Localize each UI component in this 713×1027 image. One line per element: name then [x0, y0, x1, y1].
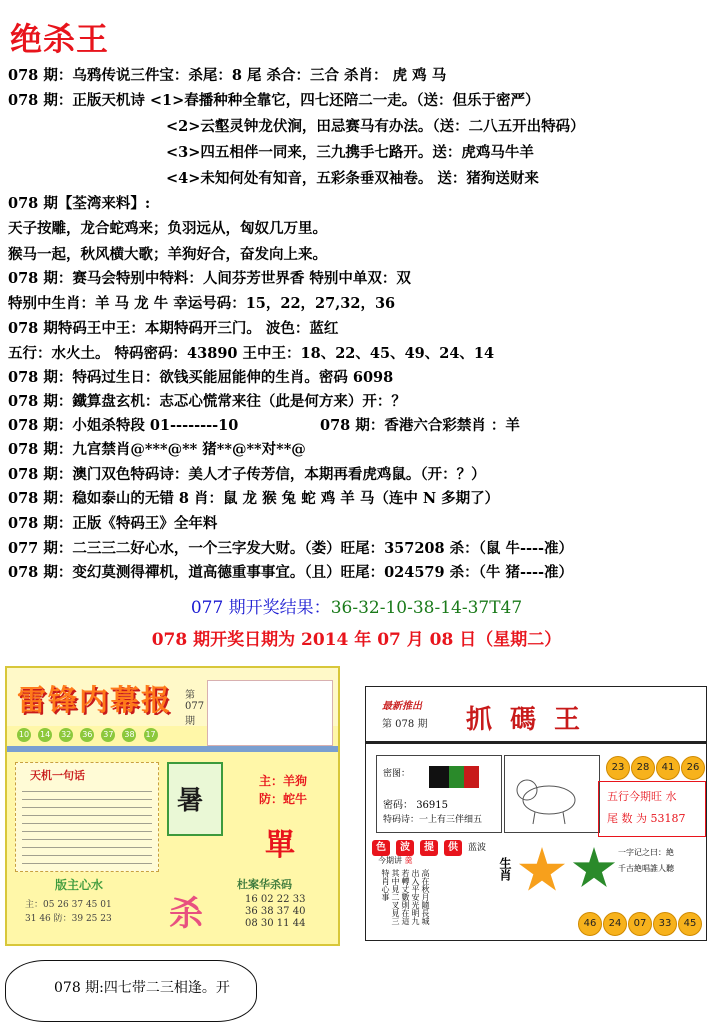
ball: 32 [59, 728, 73, 742]
ball: 14 [38, 728, 52, 742]
number-grid [245, 894, 305, 930]
poem-col: 高在秋月隨長城 [421, 869, 430, 925]
left-newspaper-panel [5, 666, 340, 946]
text-line: 077 期：二三三二好心水，一个三字发大财。（娄）旺尾：357208 杀：（鼠 牛----准） [8, 540, 574, 557]
banzhu-box [15, 874, 157, 940]
bubble-text: 078 期:四七带二三相逢。开 [54, 980, 230, 996]
password-label: 密码： [383, 800, 413, 811]
zhu-fang [259, 772, 307, 808]
panel-header [366, 687, 706, 744]
number-row: 36 38 37 40 [245, 906, 306, 917]
number-row: 主：05 26 37 45 01 [25, 900, 112, 910]
ball: 41 [656, 756, 680, 780]
jinqi-row [378, 855, 413, 866]
right-newspaper-panel [365, 686, 707, 941]
poem-columns [380, 869, 430, 935]
lion-illustration [504, 755, 600, 833]
text-line: <4>未知何处有知音，五彩条垂双袖卷。 送：猪狗送财来 [166, 170, 539, 187]
tema-text: 一上有三伴细五 [419, 815, 483, 825]
box-text-rows [22, 785, 152, 865]
tag: 供 [444, 840, 462, 856]
number-row: 16 02 22 33 [245, 894, 306, 905]
result-balls [17, 722, 160, 744]
password-value: 36915 [416, 800, 448, 811]
jinqi-char: 羹 [404, 856, 413, 865]
ball: 33 [653, 912, 677, 936]
issue-number: 077 [185, 701, 205, 712]
text-line: 特别中生肖：羊 马 龙 牛 幸运号码：15，22，27,32，36 [8, 295, 396, 312]
poem-col: 若轉丈數則在這 [401, 869, 410, 925]
big-char-box [167, 762, 223, 836]
text-line: 078 期：鐵算盘玄机：志忑心慌常来往（此是何方来）开：？ [8, 393, 406, 410]
ball: 07 [628, 912, 652, 936]
ball: 24 [603, 912, 627, 936]
text-line: 078 期：正版《特码王》全年料 [8, 515, 218, 532]
password-row [383, 796, 448, 811]
text-line: 078 期：小姐杀特段 01--------10 [8, 417, 239, 434]
tag: 提 [420, 840, 438, 856]
code-label: 密图： [383, 769, 411, 779]
speech-bubble [5, 960, 257, 1022]
weishu-line: 尾 数 为 53187 [607, 812, 686, 825]
result-numbers: 36-32-10-38-14-37T47 [330, 598, 523, 618]
text-line: 078 期：变幻莫测得禪机，道高德重事事宜。（且）旺尾：024579 杀：（牛 猪----准） [8, 564, 574, 581]
note-line: 一字记之曰：絶 [618, 848, 674, 857]
text-line: 078 期：九宫禁肖@***@** 猪**@**对**@ [8, 441, 306, 458]
text-line: 078 期：澳门双色特码诗：美人才子传芳信，本期再看虎鸡鼠。（开：？） [8, 466, 486, 483]
ball: 36 [80, 728, 94, 742]
shama-box [167, 874, 332, 940]
poem-col: 特肖心事 [381, 869, 390, 901]
ball: 17 [144, 728, 158, 742]
ball: 26 [681, 756, 705, 780]
wuxing-box [598, 781, 706, 837]
ball: 10 [17, 728, 31, 742]
issue-label [185, 686, 204, 727]
text-line: <2>云壑灵钟龙伏涧，田忌赛马有办法。（送：二八五开出特码） [166, 118, 585, 135]
panel-title: 抓碼王 [466, 705, 599, 735]
sha-char: 杀 [169, 894, 203, 934]
panel-logo: 雷锋内幕报 [17, 683, 173, 717]
issue-prefix: 第 [185, 690, 195, 701]
text-line: 078 期：正版天机诗 <1>春播种种全靠它，四七还陪二一走。（送：但乐于密严） [8, 92, 540, 109]
ball: 37 [101, 728, 115, 742]
draw-date: 078 期开奖日期为 2014 年 07 月 08 日（星期二） [151, 630, 562, 650]
poem-col: 出入平安光明九 [411, 869, 420, 925]
zhu-box [167, 762, 332, 870]
number-row: 31 46 防：39 25 23 [25, 914, 112, 924]
text-line: 078 期：赛马会特别中特料：人间芬芳世界香 特别中单双：双 [8, 270, 411, 287]
code-image [429, 766, 479, 788]
ball: 45 [678, 912, 702, 936]
tag: 色 [372, 840, 390, 856]
ball: 23 [606, 756, 630, 780]
jinqi-label: 今期讲 [378, 856, 402, 865]
text-line: 078 期：香港六合彩禁肖 ：羊 [320, 417, 520, 434]
poem-col: 其中見二叉見三 [391, 869, 400, 925]
text-line: 078 期特码王中王：本期特码开三门。 波色：蓝红 [8, 320, 339, 337]
tag-suffix: 蓝波 [468, 843, 487, 853]
divider-bar [7, 746, 338, 752]
note-line: 千古絶唱誰人聽 [618, 864, 674, 873]
issue-suffix: 期 [185, 716, 195, 727]
image-frame [207, 680, 333, 746]
ball: 38 [122, 728, 136, 742]
result-label: 077 期开奖结果： [190, 598, 331, 618]
big-char: 暑 [177, 786, 204, 816]
number-row: 08 30 11 44 [245, 918, 306, 929]
tianji-box [15, 762, 159, 872]
page-title: 绝杀王 [10, 20, 110, 58]
star-icon [518, 847, 566, 895]
text-line: 五行：水火土。 特码密码：43890 王中王：18、22、45、49、24、14 [8, 345, 495, 362]
text-line: 猴马一起，秋风横大歌；羊狗好合，奋发向上来。 [8, 246, 327, 263]
box-title: 天机一句话 [30, 769, 85, 782]
star-icon [572, 847, 616, 891]
text-line: 078 期：特码过生日：欲钱买能屈能伸的生肖。密码 6098 [8, 369, 394, 386]
text-line: 078 期：稳如泰山的无错 8 肖：鼠 龙 猴 兔 蛇 鸡 羊 马（连中 N 多期了） [8, 490, 500, 507]
lion-icon [505, 756, 599, 832]
number-balls [606, 755, 706, 780]
tag-row [372, 835, 486, 856]
result-line [0, 593, 713, 618]
box-numbers [25, 898, 112, 926]
box-title: 杜案华杀码 [237, 878, 292, 891]
dan-char: 單 [265, 828, 295, 863]
zhu-label: 主：羊狗 [259, 774, 308, 788]
issue-label: 第 078 期 [382, 719, 428, 730]
new-label: 最新推出 [382, 701, 422, 712]
ball: 46 [578, 912, 602, 936]
wuxing-line: 五行今期旺 水 [607, 790, 677, 803]
code-box [376, 755, 502, 833]
tema-row [383, 812, 482, 825]
tema-label: 特码诗： [383, 815, 420, 825]
text-line: 天子按雕，龙合蛇鸡来；负羽远从，匈奴几万里。 [8, 220, 327, 237]
shengxiao-label: 生肖 [498, 857, 512, 881]
box-title: 版主心水 [55, 878, 104, 892]
text-line: 078 期【荃湾来料】: [8, 195, 151, 212]
fang-label: 防：蛇牛 [259, 792, 308, 806]
text-line: 078 期：乌鸦传说三件宝：杀尾：8 尾 杀合：三合 杀肖： 虎 鸡 马 [8, 67, 447, 84]
number-balls [578, 911, 703, 936]
ball: 28 [631, 756, 655, 780]
text-line: <3>四五相伴一同来，三九携手七路开。送：虎鸡马牛羊 [166, 144, 534, 161]
tag: 波 [396, 840, 414, 856]
